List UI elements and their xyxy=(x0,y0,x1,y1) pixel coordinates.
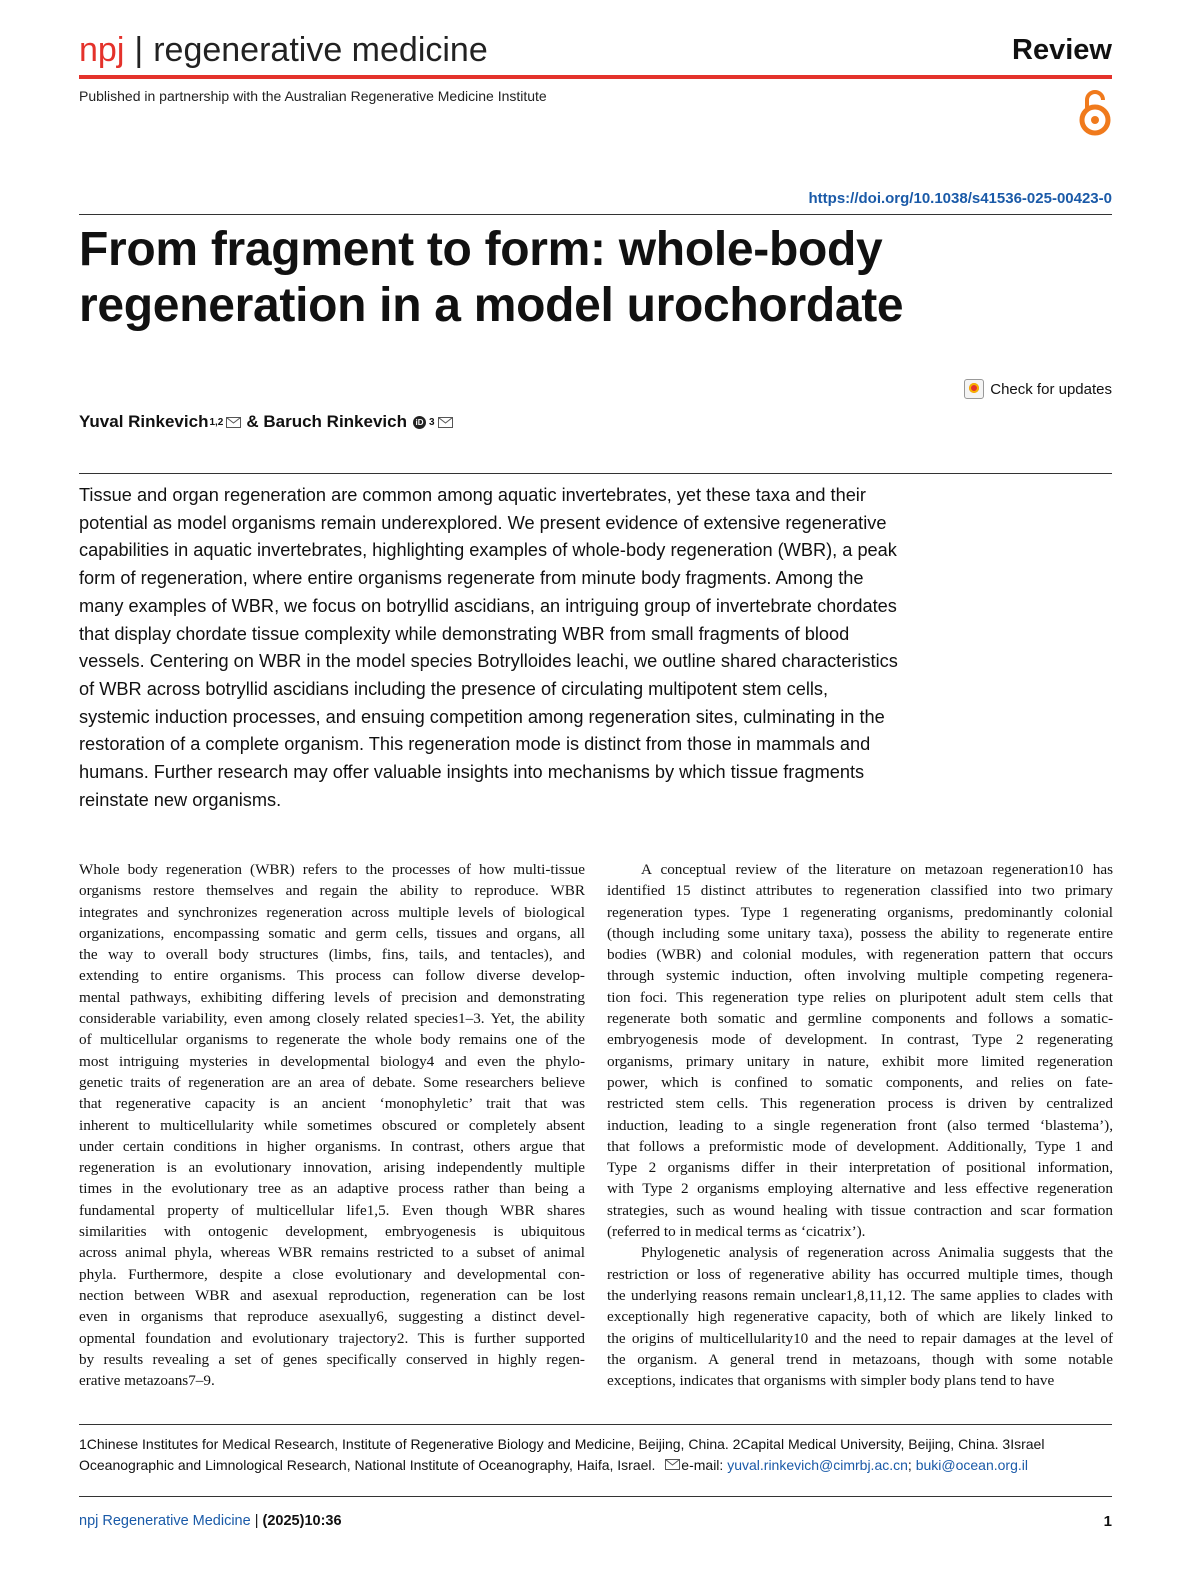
body-text-line: (referred to in medical terms as ‘cicatrix’). xyxy=(607,1223,866,1241)
partnership-note: Published in partnership with the Australian Regenerative Medicine Institute xyxy=(79,88,547,104)
body-text-line: considerable variability, even among closely related species1–3. Yet, the ability xyxy=(79,1010,585,1028)
body-text-line: that regenerative capacity is an ancient ‘monophyletic’ trait that was xyxy=(79,1095,585,1113)
abstract-line: many examples of WBR, we focus on botryllid ascidians, an intriguing group of invertebrate chordates xyxy=(79,595,897,616)
check-updates-label: Check for updates xyxy=(990,380,1112,398)
body-text-line: through systemic induction, often involving multiple competing regenera- xyxy=(607,967,1113,985)
email-envelope-icon[interactable] xyxy=(438,417,453,428)
body-text-line: exceptions, indicates that organisms with simpler body plans tend to have xyxy=(607,1372,1055,1390)
page-number: 1 xyxy=(1103,1513,1112,1530)
author-name[interactable]: Baruch Rinkevich xyxy=(263,412,407,431)
body-text-line: the origins of multicellularity10 and the need to repair damages at the level of xyxy=(607,1329,1113,1347)
email-label: e-mail: xyxy=(681,1457,724,1473)
body-text-line: strategies, such as wound healing with tissue contraction and scar formation xyxy=(607,1201,1113,1219)
body-text-line: Whole body regeneration (WBR) refers to the processes of how multi-tissue xyxy=(79,861,585,878)
author-affiliation-marker: 3 xyxy=(428,416,435,428)
body-text-line: restricted stem cells. This regeneration process is driven by centralized xyxy=(607,1095,1113,1113)
body-text-line: regeneration is an evolutionary innovation, arising independently multiple xyxy=(79,1159,585,1177)
header-divider xyxy=(79,75,1112,79)
body-text-line: power, which is confined to somatic components, and relies on fate- xyxy=(607,1073,1113,1091)
abstract-line: capabilities in aquatic invertebrates, highlighting examples of whole-body regeneration (WBR), a peak xyxy=(79,540,897,561)
body-text-line: induction, leading to a single regeneration front (also termed ‘blastema’), xyxy=(607,1116,1113,1134)
body-text-line: organisms restore themselves and regain the ability to reproduce. WBR xyxy=(79,882,585,900)
body-text-line: nection between WBR and asexual reproduction, regeneration can be lost xyxy=(79,1286,585,1304)
authors-divider xyxy=(79,473,1112,474)
body-text-line: tion foci. This regeneration type relies on pluripotent adult stem cells that xyxy=(607,988,1113,1006)
abstract-line: reinstate new organisms. xyxy=(79,789,282,810)
body-text-line: A conceptual review of the literature on metazoan regeneration10 has xyxy=(641,861,1113,878)
body-text-line: most intriguing mysteries in developmental biology4 and even the phylo- xyxy=(79,1052,585,1070)
body-text-line: under certain conditions in higher organisms. In contrast, others argue that xyxy=(79,1137,585,1155)
author-affiliation-marker: 1,2 xyxy=(209,416,224,428)
body-text-line: identified 15 distinct attributes to regeneration classified into two primary xyxy=(607,882,1113,900)
body-text-line: embryogenesis mode of development. In contrast, Type 2 regenerating xyxy=(607,1031,1113,1049)
title-line: regeneration in a model urochordate xyxy=(79,279,904,332)
body-text-line: inherent to multicellularity while sometimes obscured or completely absent xyxy=(79,1116,585,1134)
abstract-line: systemic induction processes, and ensuing competition among regeneration sites, culminating in the xyxy=(79,706,885,727)
abstract-line: vessels. Centering on WBR in the model species Botrylloides leachi, we outline shared characteristics xyxy=(79,651,898,672)
email-separator: ; xyxy=(907,1457,912,1473)
body-text-line: regeneration types. Type 1 regenerating organisms, predominantly colonial xyxy=(607,903,1113,921)
abstract-line: humans. Further research may offer valuable insights into mechanisms by which tissue fragments xyxy=(79,762,865,783)
email-envelope-icon[interactable] xyxy=(226,417,241,428)
footer-citation: (2025)10:36 xyxy=(262,1513,342,1529)
article-title xyxy=(79,222,1112,334)
abstract-line: restoration of a complete organism. This regeneration mode is distinct from those in mammals and xyxy=(79,734,871,755)
email-envelope-icon xyxy=(665,1459,680,1470)
body-column-left xyxy=(79,859,585,1391)
abstract-line: potential as model organisms remain underexplored. We present evidence of extensive regenerative xyxy=(79,512,887,533)
affiliation-text: Oceanographic and Limnological Research, National Institute of Oceanography, Haifa, Israel. xyxy=(79,1457,656,1473)
footnote-divider xyxy=(79,1424,1112,1425)
body-text-line: similarities with ontogenic development, embryogenesis is ubiquitous xyxy=(79,1223,585,1241)
body-column-right xyxy=(607,859,1113,1391)
orcid-icon[interactable]: iD xyxy=(413,416,426,429)
title-line: From fragment to form: whole-body xyxy=(79,223,883,276)
journal-name: regenerative medicine xyxy=(153,31,488,69)
affiliation-line: 1Chinese Institutes for Medical Research, Institute of Regenerative Biology and Medicine, Beijing, China. 2Capital Medical University, Beijing, China. 3Israel xyxy=(79,1436,1045,1452)
body-text-line: genetic traits of regeneration are an area of debate. Some researchers believe xyxy=(79,1073,585,1091)
body-text-line: the way to overall body structures (limbs, fins, tails, and tentacles), and xyxy=(79,946,585,964)
body-text-line: integrates and synchronizes regeneration across multiple levels of biological xyxy=(79,903,585,921)
body-text-line: mental pathways, exhibiting differing levels of precision and demonstrating xyxy=(79,988,585,1006)
footer-divider xyxy=(79,1496,1112,1497)
body-text-line: by results revealing a set of genes specifically conserved in highly regen- xyxy=(79,1350,585,1368)
body-text-line: organizations, encompassing somatic and germ cells, tissues and organs, all xyxy=(79,924,585,942)
email-link[interactable]: yuval.rinkevich@cimrbj.ac.cn xyxy=(727,1457,908,1473)
journal-masthead xyxy=(79,30,488,70)
article-type: Review xyxy=(1012,34,1112,66)
email-link[interactable]: buki@ocean.org.il xyxy=(915,1457,1028,1473)
doi-divider xyxy=(79,214,1112,215)
body-text-line: the underlying reasons remain unclear1,8,11,12. The same applies to clades with xyxy=(607,1286,1113,1304)
journal-prefix: npj xyxy=(79,31,125,69)
body-text-line: even in organisms that reproduce asexually6, suggesting a distinct devel- xyxy=(79,1308,585,1326)
body-text-line: regenerate both somatic and germline components and follows a somatic- xyxy=(607,1010,1113,1028)
footer-separator: | xyxy=(254,1513,259,1529)
body-text-line: across animal phyla, whereas WBR remains restricted to a subset of animal xyxy=(79,1244,585,1262)
body-text-line: exceptionally high regenerative capacity, both of which are likely linked to xyxy=(607,1308,1113,1326)
footer-journal[interactable]: npj Regenerative Medicine xyxy=(79,1513,251,1529)
body-text-line: that follows a preformistic mode of development. Additionally, Type 1 and xyxy=(607,1137,1113,1155)
doi-link[interactable]: https://doi.org/10.1038/s41536-025-00423-0 xyxy=(808,190,1112,207)
body-text-line: restriction or loss of regenerative ability has occurred multiple times, though xyxy=(607,1265,1113,1283)
body-text-line: erative metazoans7–9. xyxy=(79,1372,215,1390)
body-text-line: (though including some unitary taxa), possess the ability to regenerate entire xyxy=(607,924,1113,942)
body-text-line: fundamental property of multicellular life1,5. Even though WBR shares xyxy=(79,1201,585,1219)
body-text-line: with Type 2 organisms employing alternative and less effective regeneration xyxy=(607,1180,1113,1198)
author-list xyxy=(79,412,458,432)
body-text-line: of multicellular organisms to regenerate the whole body remains one of the xyxy=(79,1031,585,1049)
affiliations xyxy=(79,1434,1112,1476)
body-text-line: opmental foundation and evolutionary trajectory2. This is further supported xyxy=(79,1329,585,1347)
body-text-line: Phylogenetic analysis of regeneration across Animalia suggests that the xyxy=(641,1244,1113,1262)
abstract-line: of WBR across botryllid ascidians including the presence of circulating multipotent stem cells, xyxy=(79,678,829,699)
open-access-lock-icon xyxy=(1078,86,1112,138)
body-text-line: the organism. A general trend in metazoans, though with some notable xyxy=(607,1350,1113,1368)
abstract-line: Tissue and organ regeneration are common among aquatic invertebrates, yet these taxa and their xyxy=(79,485,866,505)
check-updates-icon xyxy=(964,379,984,399)
body-text-line: times in the evolutionary tree as an adaptive process rather than being a xyxy=(79,1180,585,1198)
body-text-line: Type 2 organisms differ in their interpretation of positional information, xyxy=(607,1159,1113,1177)
abstract-line: form of regeneration, where entire organisms regenerate from minute body fragments. Among the xyxy=(79,568,864,589)
body-text-line: phyla. Furthermore, despite a close evolutionary and developmental con- xyxy=(79,1265,585,1283)
journal-separator: | xyxy=(134,31,144,69)
abstract-line: that display chordate tissue complexity while demonstrating WBR from small fragments of blood xyxy=(79,623,850,644)
author-separator: & xyxy=(246,412,259,431)
page-footer xyxy=(79,1513,342,1529)
body-text-line: organisms, primary unitary in nature, exhibit more limited regeneration xyxy=(607,1052,1113,1070)
affiliation-line xyxy=(79,1455,1112,1476)
check-updates-button[interactable] xyxy=(964,378,1112,400)
author-name[interactable]: Yuval Rinkevich xyxy=(79,412,209,431)
body-text-line: bodies (WBR) and colonial modules, with regeneration pattern that occurs xyxy=(607,946,1113,964)
abstract xyxy=(79,482,949,814)
body-text-line: extending to entire organisms. This process can follow diverse develop- xyxy=(79,967,585,985)
